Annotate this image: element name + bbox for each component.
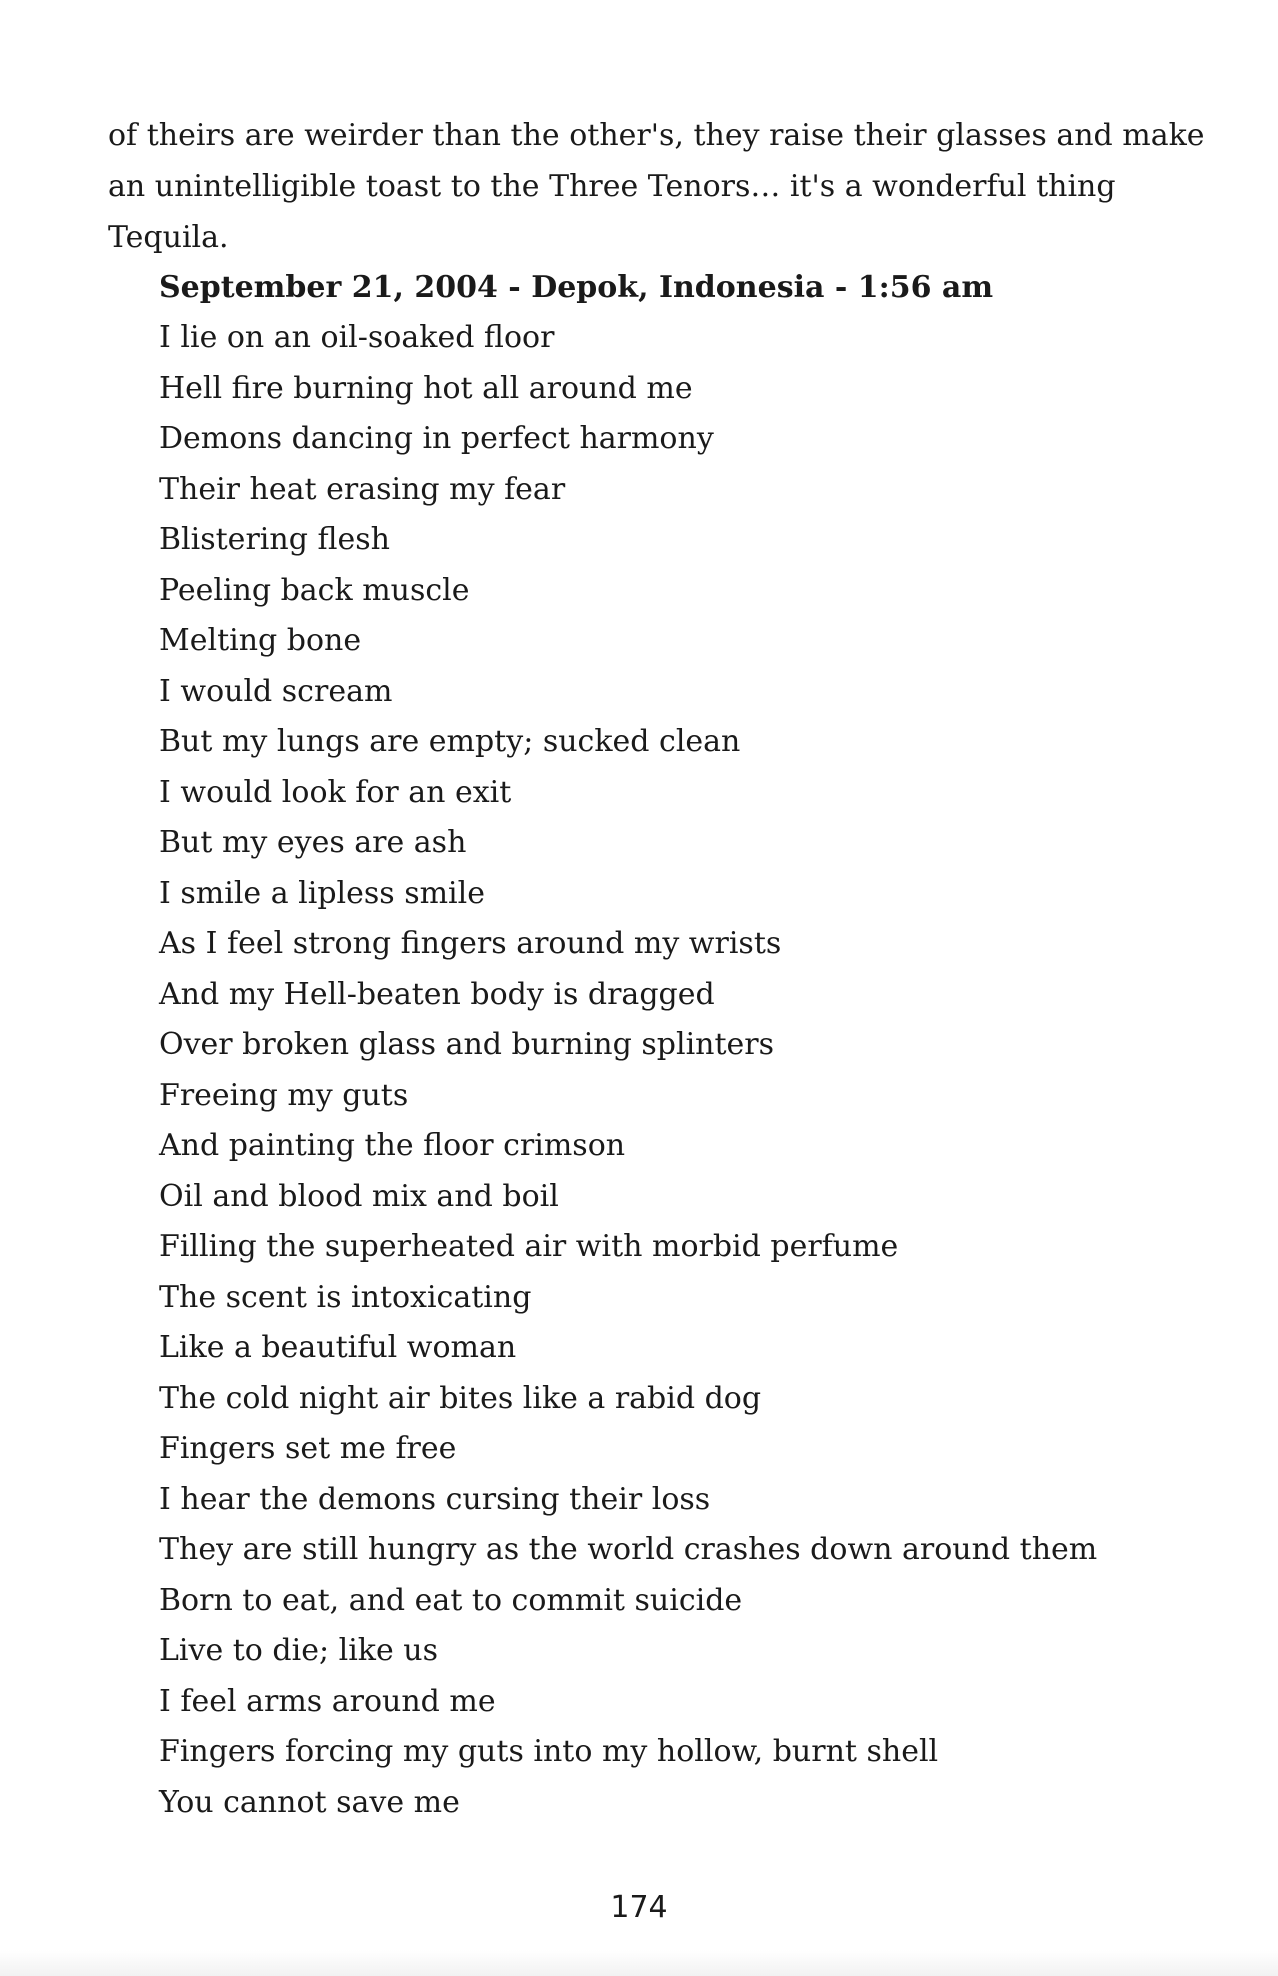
poem-line: Their heat erasing my fear [159, 471, 566, 507]
poem-line: I would scream [159, 673, 393, 709]
poem-line: The scent is intoxicating [159, 1279, 532, 1315]
poem-line: But my lungs are empty; sucked clean [159, 724, 741, 759]
poem-line: I hear the demons cursing their loss [159, 1481, 711, 1517]
poem-line: Oil and blood mix and boil [159, 1178, 559, 1214]
poem-line: Born to eat, and eat to commit suicide [159, 1582, 743, 1618]
poem-line: You cannot save me [159, 1784, 460, 1820]
poem-line: I smile a lipless smile [159, 875, 485, 911]
poem-lines [159, 313, 1239, 1828]
poem-line: They are still hungry as the world crashes down around them [159, 1532, 1098, 1567]
poem-line: The cold night air bites like a rabid dog [159, 1380, 762, 1416]
poem-line: Like a beautiful woman [159, 1330, 517, 1365]
poem-line: Live to die; like us [159, 1633, 438, 1668]
poem-line: Fingers set me free [159, 1431, 457, 1466]
journal-entry [159, 262, 1239, 1828]
poem-line: Filling the superheated air with morbid perfume [159, 1229, 899, 1264]
intro-paragraph: of theirs are weirder than the other's, they raise their glasses and make an unintelligible toast to the Three Tenors… it's a wonderful thing Tequila. [108, 118, 1205, 255]
poem-line: I lie on an oil-soaked floor [159, 320, 555, 355]
poem-line: Melting bone [159, 623, 362, 658]
poem-line: Demons dancing in perfect harmony [159, 421, 714, 456]
poem-line: Fingers forcing my guts into my hollow, burnt shell [159, 1734, 939, 1769]
poem-line: And my Hell-beaten body is dragged [159, 976, 715, 1012]
poem-line: Peeling back muscle [159, 572, 470, 608]
poem-line: Blistering flesh [159, 522, 390, 557]
page-number: 174 [610, 1890, 668, 1925]
poem-line: As I feel strong fingers around my wrists [159, 926, 782, 961]
poem-line: Freeing my guts [159, 1077, 409, 1113]
poem-line: But my eyes are ash [159, 825, 467, 860]
poem-line: Hell fire burning hot all around me [159, 370, 693, 406]
poem-line: Over broken glass and burning splinters [159, 1027, 775, 1062]
entry-heading: September 21, 2004 - Depok, Indonesia - 1:56 am [159, 270, 994, 305]
poem-line: I feel arms around me [159, 1683, 496, 1719]
poem-line: I would look for an exit [159, 774, 512, 810]
poem-line: And painting the floor crimson [159, 1128, 626, 1163]
page-bottom-shadow [0, 1950, 1278, 1976]
